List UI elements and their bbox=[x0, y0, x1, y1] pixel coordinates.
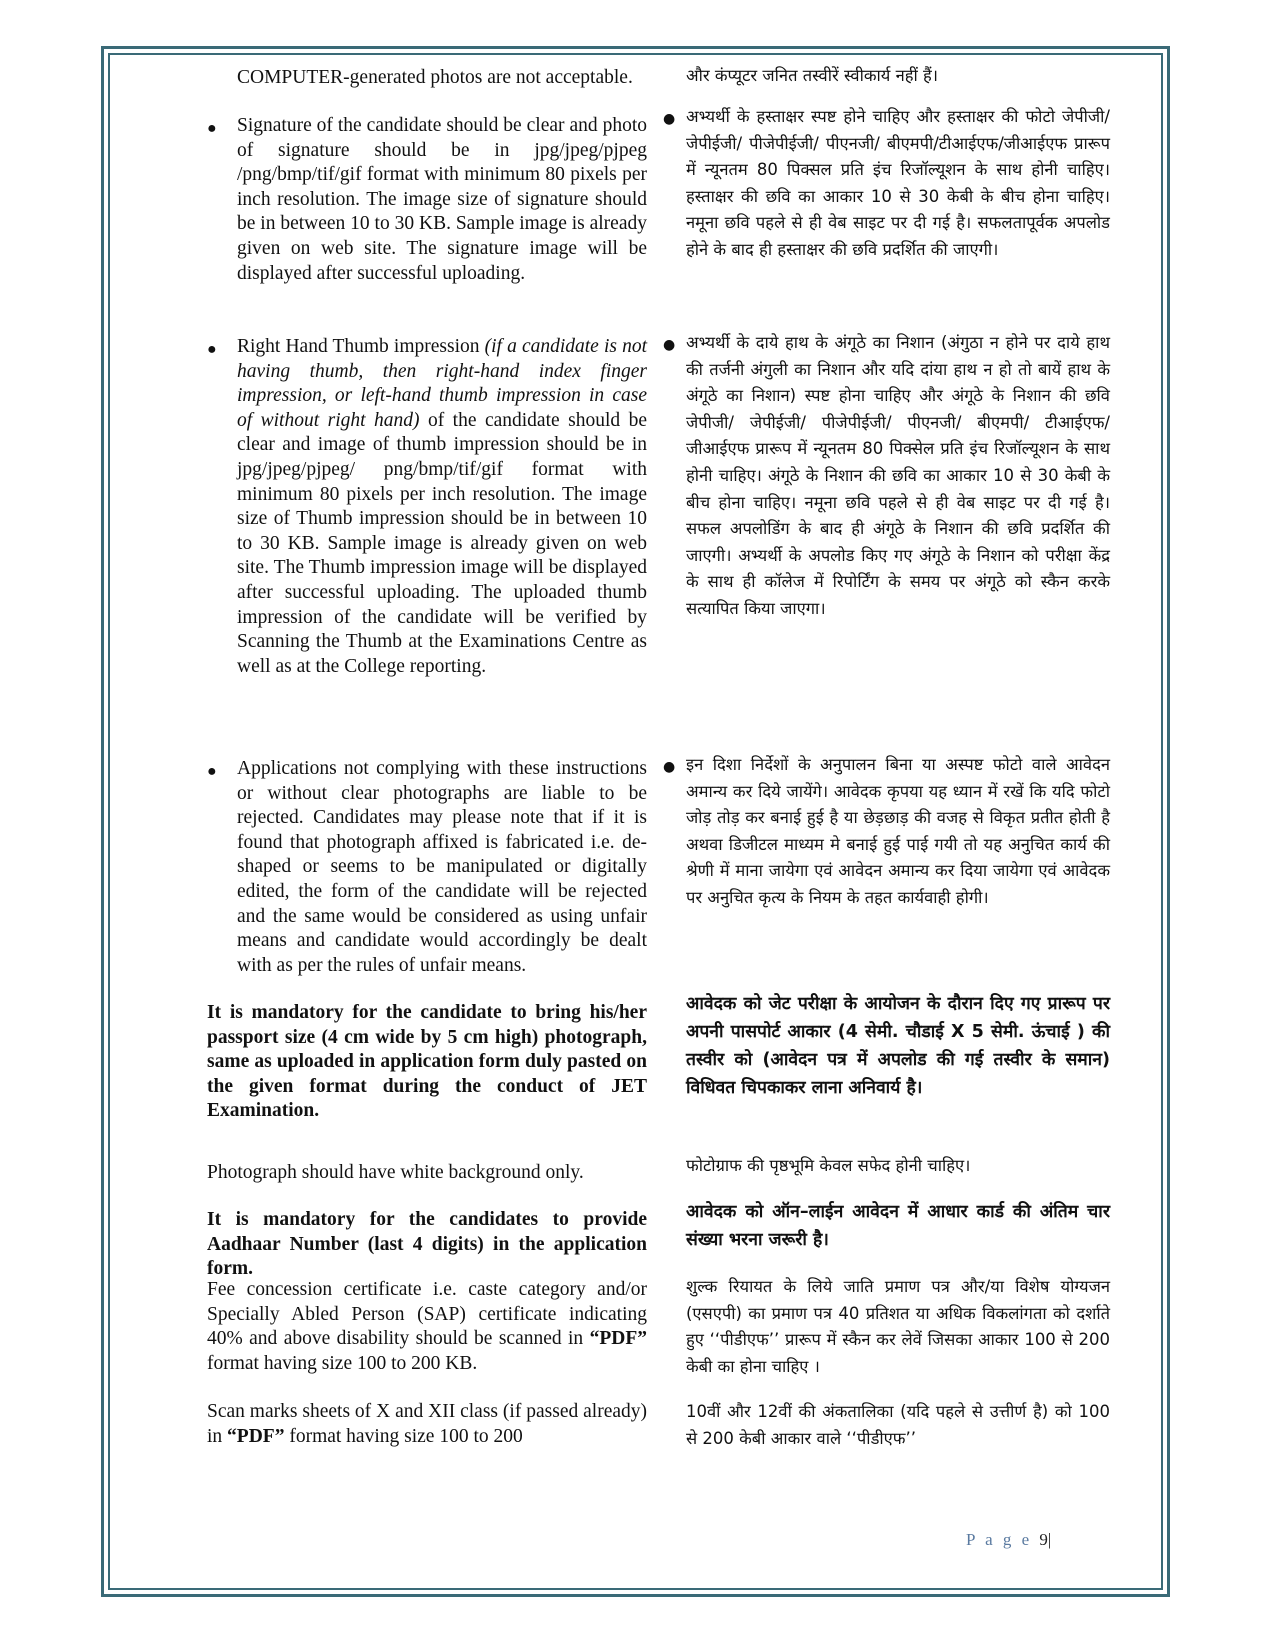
hindi-white-background bbox=[686, 1153, 1110, 1180]
english-bullet-applications bbox=[207, 757, 647, 978]
bullet-icon: ● bbox=[663, 337, 676, 353]
hindi-intro bbox=[686, 63, 1110, 90]
hindi-bullet-thumb bbox=[686, 330, 1110, 623]
english-intro bbox=[207, 66, 647, 91]
english-computer-photos-text: COMPUTER-generated photos are not acceptable. bbox=[237, 67, 633, 88]
bullet-icon: ● bbox=[663, 111, 676, 127]
english-mandatory-aadhaar-text: It is mandatory for the candidates to provide Aadhaar Number (last 4 digits) in the application form. bbox=[207, 1209, 647, 1280]
page-number-value: 9| bbox=[1039, 1530, 1052, 1549]
hindi-scan-marksheets-text: 10वीं और 12वीं की अंकतालिका (यदि पहले से उत्तीर्ण है) को 100 से 200 केबी आकार वाले ‘‘पीडीएफ’’ bbox=[686, 1402, 1110, 1448]
english-mandatory-aadhaar bbox=[207, 1208, 647, 1282]
english-mandatory-photo-text: It is mandatory for the candidate to bring his/her passport size (4 cm wide by 5 cm high) photograph, same as uploaded in application form duly pasted on the given format during the conduct of JET Examination. bbox=[207, 1002, 647, 1122]
bullet-icon: ● bbox=[207, 763, 217, 780]
hindi-bullet-applications bbox=[686, 752, 1110, 912]
hindi-mandatory-aadhaar-text: आवेदक को ऑन–लाईन आवेदन में आधार कार्ड की अंतिम चार संख्या भरना जरूरी है। bbox=[686, 1202, 1110, 1250]
hindi-fee-concession bbox=[686, 1274, 1110, 1380]
english-bullet-signature bbox=[207, 114, 647, 286]
english-applications-text: Applications not complying with these instructions or without clear photographs are liable to be rejected. Candidates may please note that if it is found that photograph affixed is fabricated i.e. de-shaped or seems to be manipulated or digitally edited, the form of the candidate will be rejected and the same would be considered as using unfair means and candidate would accordingly be dealt with as per the rules of unfair means. bbox=[237, 758, 647, 976]
hindi-signature-text: अभ्यर्थी के हस्ताक्षर स्पष्ट होने चाहिए और हस्ताक्षर की फोटो जेपीजी/ जेपीईजी/ पीजेपीईजी/ पीएनजी/ बीएमपी/टीआईएफ/जीआईएफ प्रारूप में न्यूनतम 80 पिक्सल प्रति इंच रिजॉल्यूशन के साथ होनी चाहिए। हस्ताक्षर की छवि का आकार 10 से 30 केबी के बीच होना चाहिए। नमूना छवि पहले से ही वेब साइट पर दी गई है। सफलतापूर्वक अपलोड होने के बाद ही हस्ताक्षर की छवि प्रदर्शित की जाएगी। bbox=[686, 107, 1110, 259]
hindi-applications-text: इन दिशा निर्देशों के अनुपालन बिना या अस्पष्ट फोटो वाले आवेदन अमान्य कर दिये जायेंगे। आवेदक कृपया यह ध्यान में रखें कि यदि फोटो जोड़ तोड़ कर बनाई हुई है या छेड़छाड़ की वजह से विकृत प्रतीत होती है अथवा डिजीटल माध्यम मे बनाई हुई पाई गयी तो यह अनुचित कार्य की श्रेणी में माना जायेगा एवं आवेदन अमान्य कर दिया जायेगा एवं आवेदक पर अनुचित कृत्य के नियम के तहत कार्यवाही होगी। bbox=[686, 755, 1110, 907]
hindi-bullet-signature bbox=[686, 104, 1110, 264]
english-fee-concession-text: Fee concession certificate i.e. caste category and/or Specially Abled Person (SAP) certificate indicating 40% and above disability should be scanned in “PDF” format having size 100 to 200 KB. bbox=[207, 1279, 647, 1374]
hindi-mandatory-aadhaar bbox=[686, 1198, 1110, 1254]
bullet-icon: ● bbox=[663, 759, 676, 775]
hindi-thumb-text: अभ्यर्थी के दाये हाथ के अंगूठे का निशान (अंगुठा न होने पर दाये हाथ की तर्जनी अंगुली का निशान और यदि दांया हाथ न हो तो बायें हाथ के अंगूठे का निशान) स्पष्ट होना चाहिए और अंगूठे के निशान की छवि जेपीजी/ जेपीईजी/ पीजेपीईजी/ पीएनजी/ बीएमपी/ टीआईएफ/ जीआईएफ प्रारूप में न्यूनतम 80 पिक्सेल प्रति इंच रिजॉल्यूशन के साथ होनी चाहिए। अंगूठे के निशान की छवि का आकार 10 से 30 केबी के बीच होना चाहिए। नमूना छवि पहले से ही वेब साइट पर दी गई है। सफल अपलोडिंग के बाद ही अंगूठे के निशान की छवि प्रदर्शित की जाएगी। अभ्यर्थी के अपलोड किए गए अंगूठे के निशान को परीक्षा केंद्र के साथ ही कॉलेज में रिपोर्टिंग के समय पर अंगूठे को स्कैन करके सत्यापित किया जाएगा। bbox=[686, 333, 1110, 618]
bullet-icon: ● bbox=[207, 120, 217, 137]
english-fee-concession bbox=[207, 1278, 647, 1376]
page-label: P a g e bbox=[966, 1530, 1033, 1549]
english-white-background bbox=[207, 1161, 647, 1186]
english-scan-marksheets bbox=[207, 1400, 647, 1449]
english-mandatory-photo bbox=[207, 1001, 647, 1124]
english-thumb-text: Right Hand Thumb impression (if a candidate is not having thumb, then right-hand index finger impression, or left-hand thumb impression in case of without right hand) of the candidate should be clear and image of thumb impression should be in jpg/jpeg/pjpeg/ png/bmp/tif/gif format with minimum 80 pixels per inch resolution. The image size of Thumb impression should be in between 10 to 30 KB. Sample image is already given on web site. The Thumb impression image will be displayed after successful uploading. The uploaded thumb impression of the candidate will be verified by Scanning the Thumb at the Examinations Centre as well as at the College reporting. bbox=[237, 336, 648, 677]
english-scan-marksheets-text: Scan marks sheets of X and XII class (if passed already) in “PDF” format having size 100 to 200 bbox=[207, 1401, 647, 1447]
page-number bbox=[966, 1530, 1051, 1550]
bullet-icon: ● bbox=[207, 341, 217, 358]
hindi-computer-photos-text: और कंप्यूटर जनित तस्वीरें स्वीकार्य नहीं हैं। bbox=[686, 66, 939, 85]
hindi-fee-concession-text: शुल्क रियायत के लिये जाति प्रमाण पत्र और/या विशेष योग्यजन (एसएपी) का प्रमाण पत्र 40 प्रतिशत या अधिक विकलांगता को दर्शाते हुए ‘‘पीडीएफ’’ प्रारूप में स्कैन कर लेवें जिसका आकार 100 से 200 केबी का होना चाहिए । bbox=[686, 1277, 1110, 1376]
hindi-mandatory-photo-text: आवेदक को जेट परीक्षा के आयोजन के दौरान दिए गए प्रारूप पर अपनी पासपोर्ट आकार (4 सेमी. चौडाई X 5 सेमी. ऊंचाई ) की तस्वीर को (आवेदन पत्र में अपलोड की गई तस्वीर के समान) विधिवत चिपकाकर लाना अनिवार्य है। bbox=[686, 994, 1110, 1098]
english-bullet-thumb bbox=[207, 335, 647, 679]
hindi-mandatory-photo bbox=[686, 990, 1110, 1102]
english-white-background-text: Photograph should have white background only. bbox=[207, 1162, 584, 1183]
english-signature-text: Signature of the candidate should be clear and photo of signature should be in jpg/jpeg/pjpeg /png/bmp/tif/gif format with minimum 80 pixels per inch resolution. The image size of signature should be in between 10 to 30 KB. Sample image is already given on web site. The signature image will be displayed after successful uploading. bbox=[237, 115, 647, 284]
hindi-white-background-text: फोटोग्राफ की पृष्ठभूमि केवल सफेद होनी चाहिए। bbox=[686, 1156, 971, 1175]
hindi-scan-marksheets bbox=[686, 1399, 1110, 1452]
